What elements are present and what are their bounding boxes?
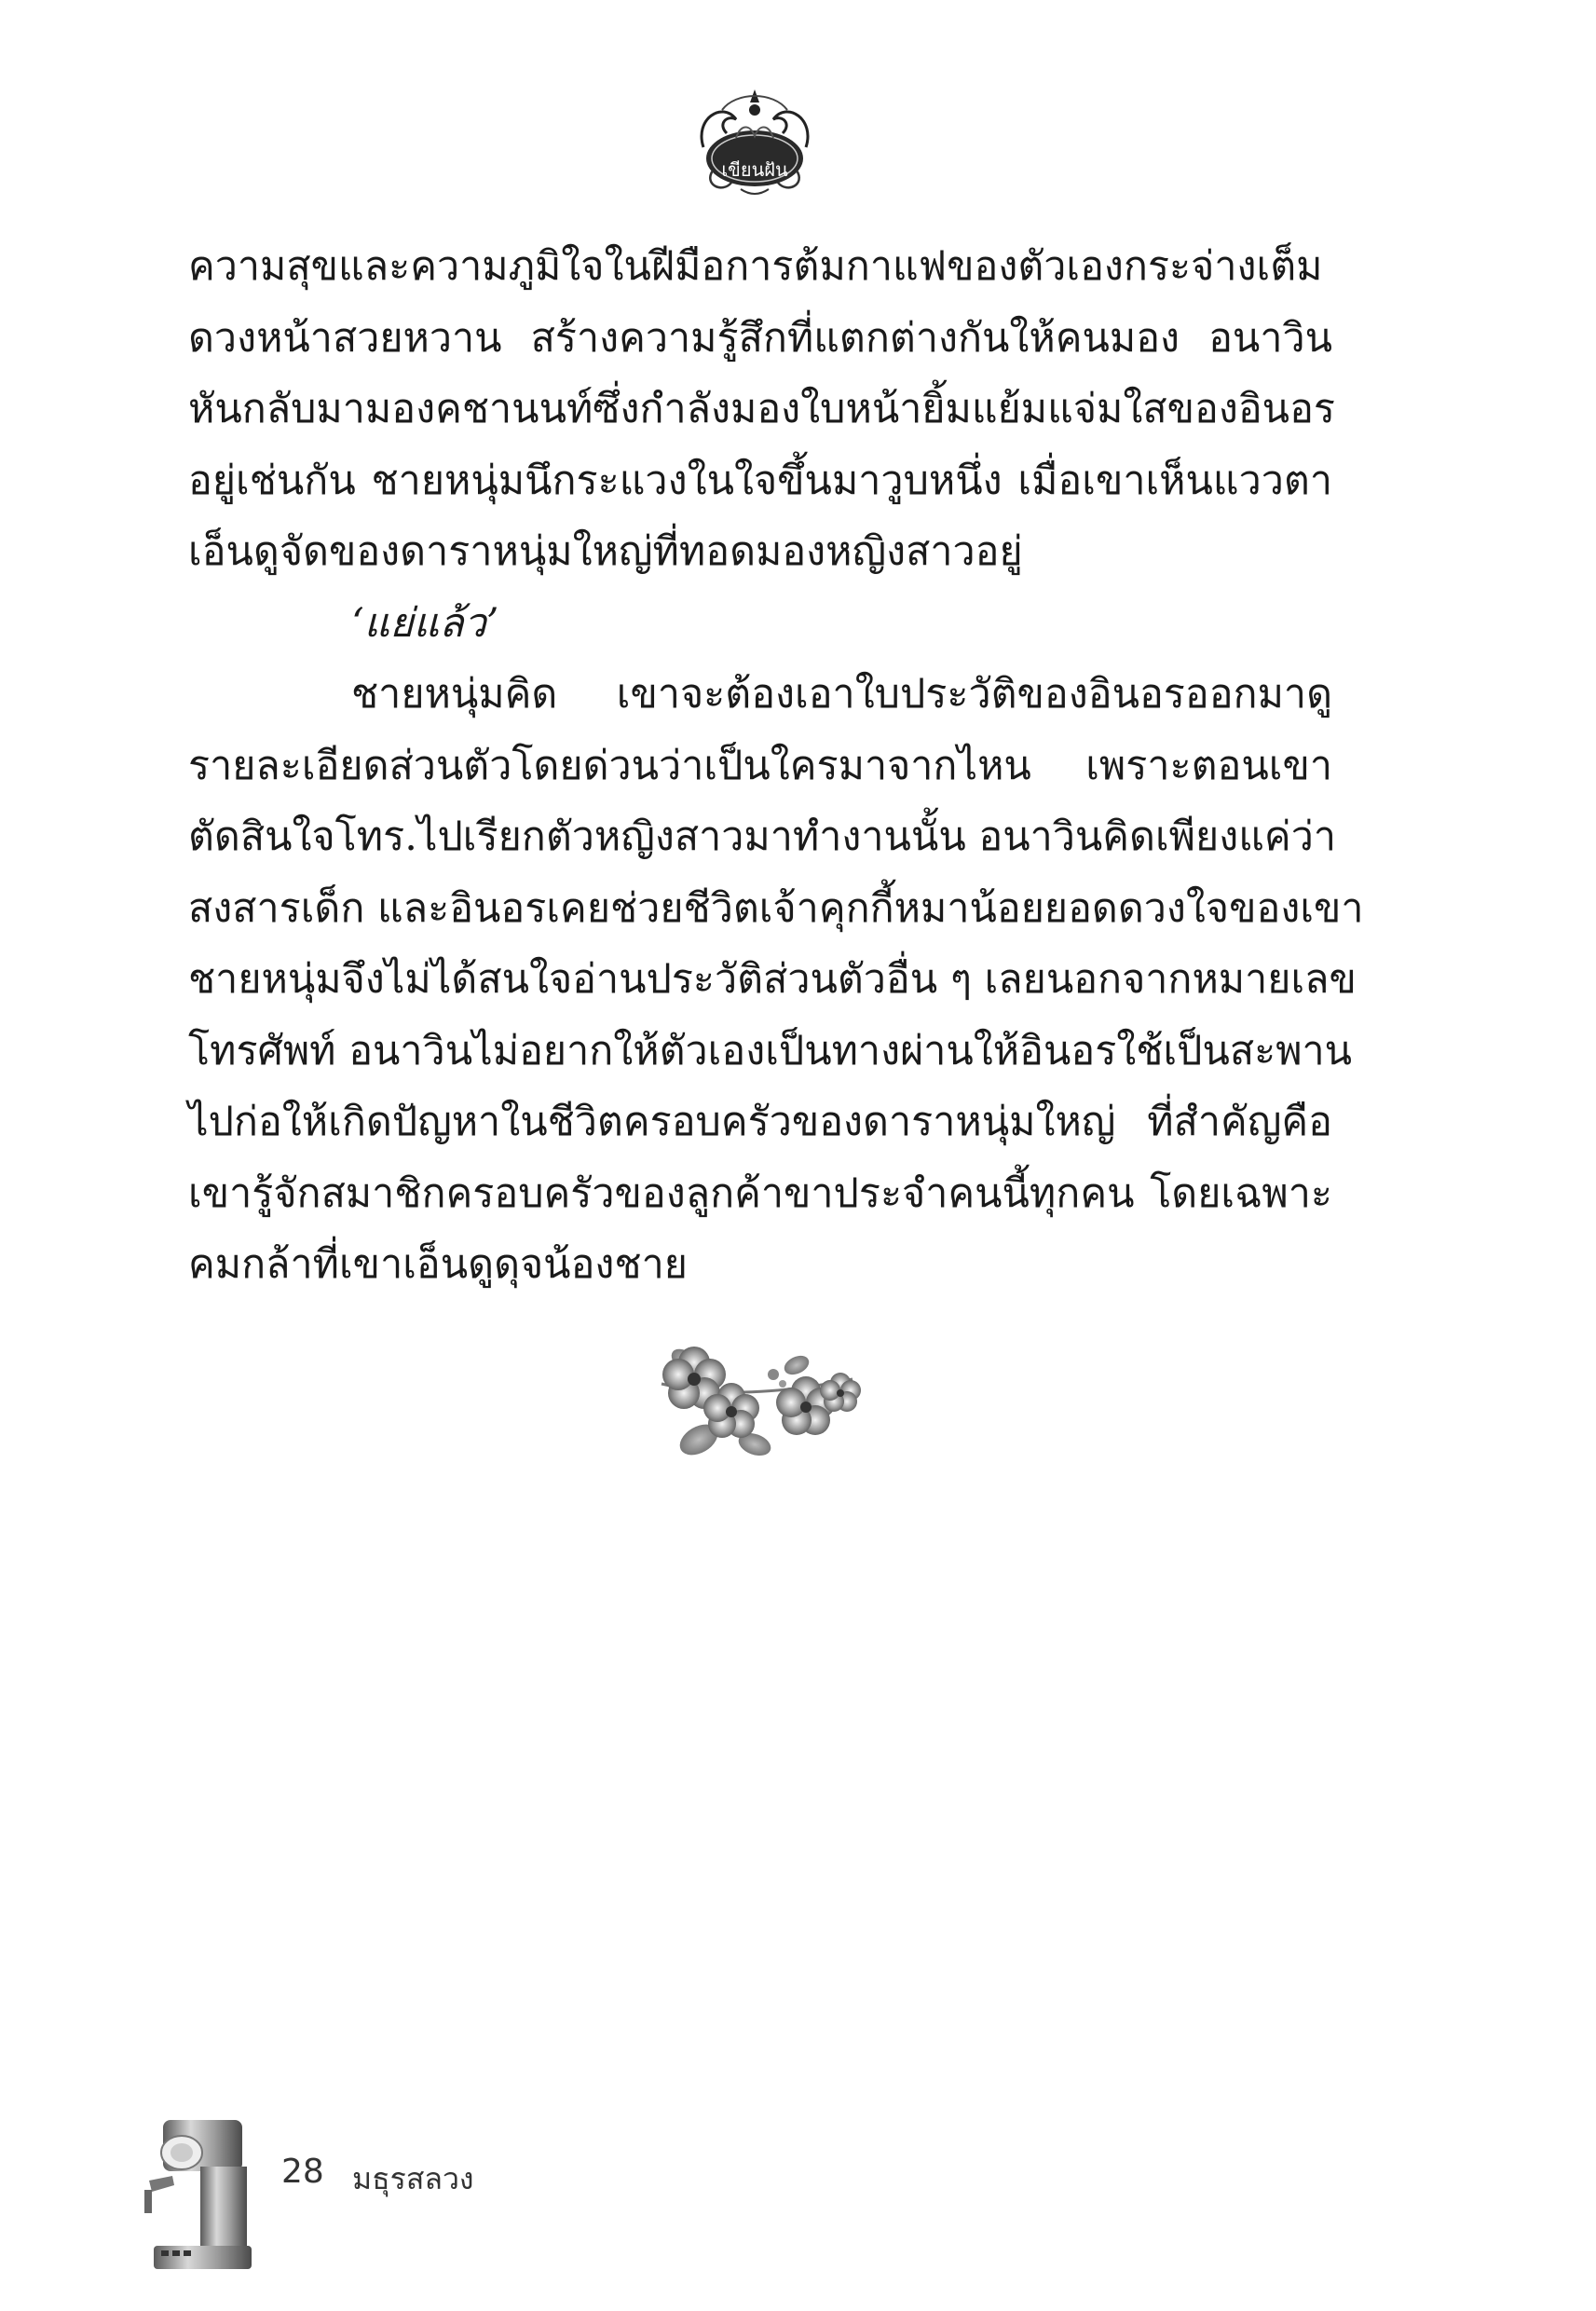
logo-text: เขียนฝัน	[721, 158, 788, 181]
story-text	[188, 231, 1364, 1301]
flower-ornament-icon	[643, 1328, 871, 1477]
text-line: รายละเอียดส่วนตัวโดยด่วนว่าเป็นใครมาจากไหน เพราะตอนเขา	[188, 742, 1332, 789]
text-line: ชายหนุ่มจึงไม่ได้สนใจอ่านประวัติส่วนตัวอื่น ๆ เลยนอกจากหมายเลข	[188, 956, 1357, 1003]
text-line: ความสุขและความภูมิใจในฝีมือการต้มกาแฟของตัวเองกระจ่างเต็ม	[188, 243, 1323, 290]
text-line: หันกลับมามองคชานนท์ซึ่งกำลังมองใบหน้ายิ้มแย้มแจ่มใสของอินอร	[188, 386, 1336, 432]
text-line: ตัดสินใจโทร.ไปเรียกตัวหญิงสาวมาทำงานนั้น อนาวินคิดเพียงแค่ว่า	[188, 814, 1336, 860]
text-line: เขารู้จักสมาชิกครอบครัวของลูกค้าขาประจำคนนี้ทุกคน โดยเฉพาะ	[188, 1169, 1332, 1217]
text-line: ชายหนุ่มคิด เขาจะต้องเอาใบประวัติของอินอรออกมาดู	[351, 671, 1332, 718]
thought-quote: ‘แย่แล้ว’	[351, 599, 499, 647]
text-line: เอ็นดูจัดของดาราหนุ่มใหญ่ที่ทอดมองหญิงสาวอยู่	[188, 528, 1023, 575]
page-number: 28	[281, 2153, 324, 2191]
text-line: โทรศัพท์ อนาวินไม่อยากให้ตัวเองเป็นทางผ่านให้อินอรใช้เป็นสะพาน	[188, 1027, 1353, 1074]
text-line: สงสารเด็ก และอินอรเคยช่วยชีวิตเจ้าคุกกี้หมาน้อยยอดดวงใจของเขา	[188, 884, 1364, 932]
text-line: อยู่เช่นกัน ชายหนุ่มนึกระแวงในใจขึ้นมาวูบหนึ่ง เมื่อเขาเห็นแววตา	[188, 457, 1332, 504]
text-line: ไปก่อให้เกิดปัญหาในชีวิตครอบครัวของดาราหนุ่มใหญ่ ที่สำคัญคือ	[188, 1099, 1332, 1145]
coffee-machine-icon	[144, 2115, 256, 2274]
text-line: คมกล้าที่เขาเอ็นดูดุจน้องชาย	[188, 1241, 688, 1288]
publisher-emblem-icon	[685, 82, 825, 203]
text-line: ดวงหน้าสวยหวาน สร้างความรู้สึกที่แตกต่างกันให้คนมอง อนาวิน	[188, 314, 1332, 362]
book-author: มธุรสลวง	[352, 2161, 474, 2196]
